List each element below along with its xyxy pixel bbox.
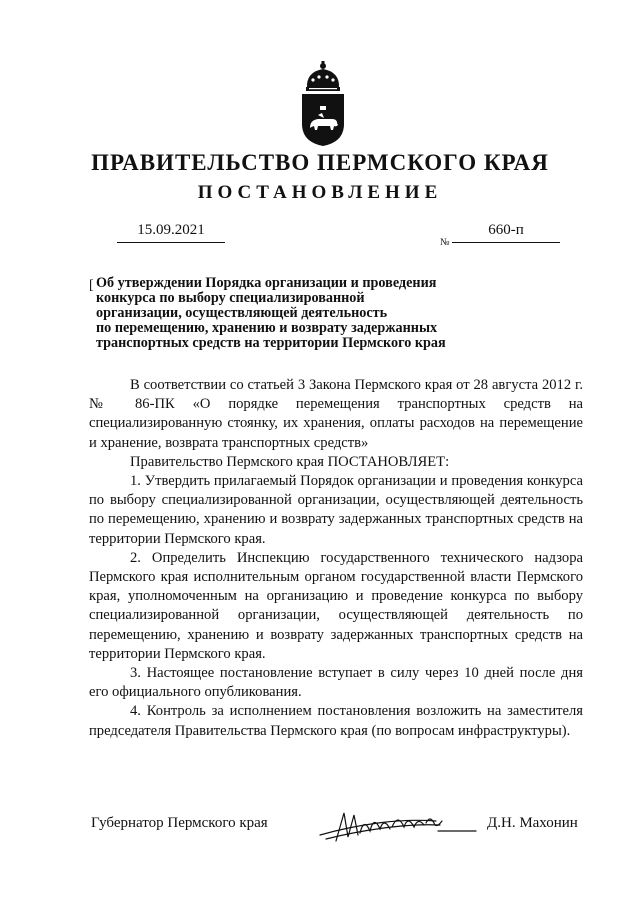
government-title: ПРАВИТЕЛЬСТВО ПЕРМСКОГО КРАЯ	[91, 150, 549, 175]
signer-title: Губернатор Пермского края	[91, 815, 268, 831]
subject-line: конкурса по выбору специализированной	[96, 290, 365, 306]
body-paragraph-preamble: В соответствии со статьей 3 Закона Пермского края от 28 августа 2012 г. № 86-ПК «О порядке перемещения транспортных средств на специализированную стоянку, их хранения, оплаты расходов на перемещение и хранение, возврата транспортных средств»	[89, 377, 583, 451]
subject-line: организации, осуществляющей деятельность	[96, 305, 388, 321]
subject-line: транспортных средств на территории Пермского края	[96, 335, 446, 351]
handwritten-signature	[318, 805, 478, 845]
document-body	[89, 376, 583, 741]
document-number: 660-п	[452, 222, 560, 243]
body-paragraph-item-3: 3. Настоящее постановление вступает в силу через 10 дней после дня его официального опубликования.	[89, 665, 583, 701]
subject-bracket: [	[89, 278, 94, 293]
body-paragraph-item-2: 2. Определить Инспекцию государственного технического надзора Пермского края исполнительным органом государственной власти Пермского края, уполномоченным на организацию и проведение конкурса по выбору специализированной организации, осуществляющей деятельность по перемещению, хранению и возврату задержанных транспортных средств на территории Пермского края.	[89, 549, 583, 662]
body-paragraph-resolves: Правительство Пермского края ПОСТАНОВЛЯЕТ:	[130, 453, 450, 470]
document-type: ПОСТАНОВЛЕНИЕ	[197, 182, 443, 203]
document-subject	[96, 276, 496, 351]
subject-line: Об утверждении Порядка организации и проведения	[96, 275, 437, 291]
body-paragraph-item-4: 4. Контроль за исполнением постановления возложить на заместителя председателя Правительства Пермского края (по вопросам инфраструктуры).	[89, 703, 583, 739]
subject-line: по перемещению, хранению и возврату задержанных	[96, 320, 438, 336]
body-paragraph-item-1: 1. Утвердить прилагаемый Порядок организации и проведения конкурса по выбору специализированной организации, осуществляющей деятельность по перемещению, хранению и возврату задержанных транспортных средств на территории Пермского края.	[89, 473, 583, 547]
signer-name: Д.Н. Махонин	[487, 815, 578, 831]
number-label: №	[440, 237, 450, 248]
perm-krai-coat-of-arms-icon	[298, 58, 348, 148]
document-date: 15.09.2021	[117, 222, 225, 243]
